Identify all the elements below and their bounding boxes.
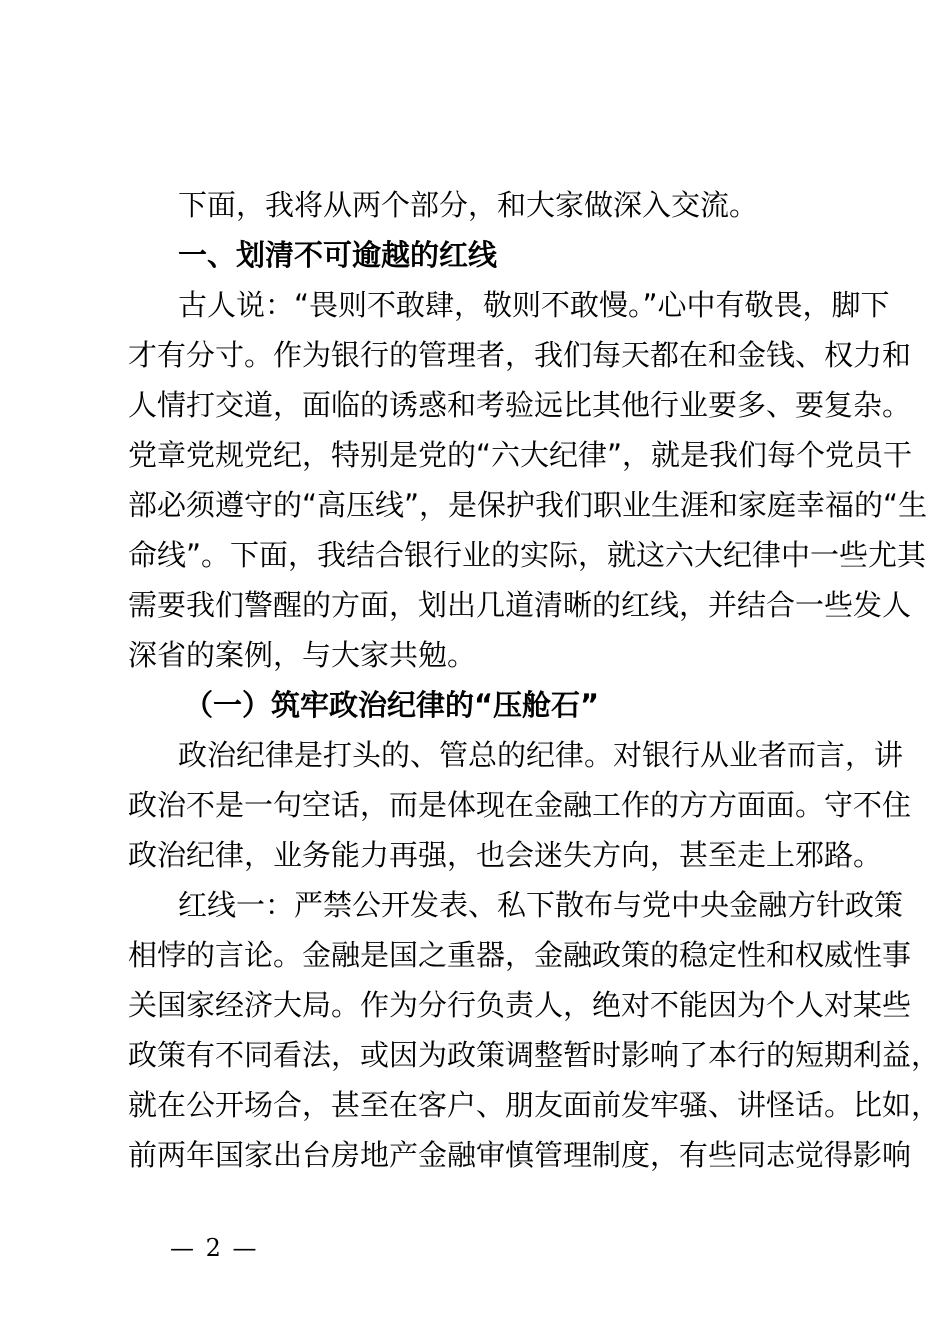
paragraph-line: 就在公开场合，甚至在客户、朋友面前发牢骚、讲怪话。比如， [128, 1088, 941, 1122]
paragraph-line: 才有分寸。作为银行的管理者，我们每天都在和金钱、权力和 [128, 338, 912, 372]
paragraph-line: 政策有不同看法，或因为政策调整暂时影响了本行的短期利益， [128, 1038, 941, 1072]
paragraph-line: 深省的案例，与大家共勉。 [128, 638, 477, 672]
paragraph-line: 党章党规党纪，特别是党的“六大纪律”，就是我们每个党员干 [128, 438, 913, 472]
paragraph-line: 政治不是一句空话，而是体现在金融工作的方方面面。守不住 [128, 788, 912, 822]
paragraph-line: 前两年国家出台房地产金融审慎管理制度，有些同志觉得影响 [128, 1138, 912, 1172]
paragraph-line: 政治纪律是打头的、管总的纪律。对银行从业者而言，讲 [178, 738, 904, 772]
page-number: — 2 — [170, 1234, 259, 1262]
paragraph-line: 部必须遵守的“高压线”，是保护我们职业生涯和家庭幸福的“生 [128, 488, 928, 522]
paragraph-line: 需要我们警醒的方面，划出几道清晰的红线，并结合一些发人 [128, 588, 912, 622]
paragraph-line: 命线”。下面，我结合银行业的实际，就这六大纪律中一些尤其 [128, 538, 927, 572]
paragraph-line: 人情打交道，面临的诱惑和考验远比其他行业要多、要复杂。 [128, 388, 912, 422]
paragraph-line: 下面，我将从两个部分，和大家做深入交流。 [178, 188, 759, 222]
section-heading: 一、划清不可逾越的红线 [178, 238, 498, 272]
paragraph-line: 红线一：严禁公开发表、私下散布与党中央金融方针政策 [178, 888, 904, 922]
paragraph-line: 古人说：“畏则不敢肆，敬则不敢慢。”心中有敬畏，脚下 [178, 288, 890, 322]
subsection-heading: （一）筑牢政治纪律的“压舱石” [184, 688, 600, 722]
paragraph-line: 关国家经济大局。作为分行负责人，绝对不能因为个人对某些 [128, 988, 912, 1022]
paragraph-line: 政治纪律，业务能力再强，也会迷失方向，甚至走上邪路。 [128, 838, 883, 872]
document-body [128, 180, 941, 1180]
paragraph-line: 相悖的言论。金融是国之重器，金融政策的稳定性和权威性事 [128, 938, 912, 972]
